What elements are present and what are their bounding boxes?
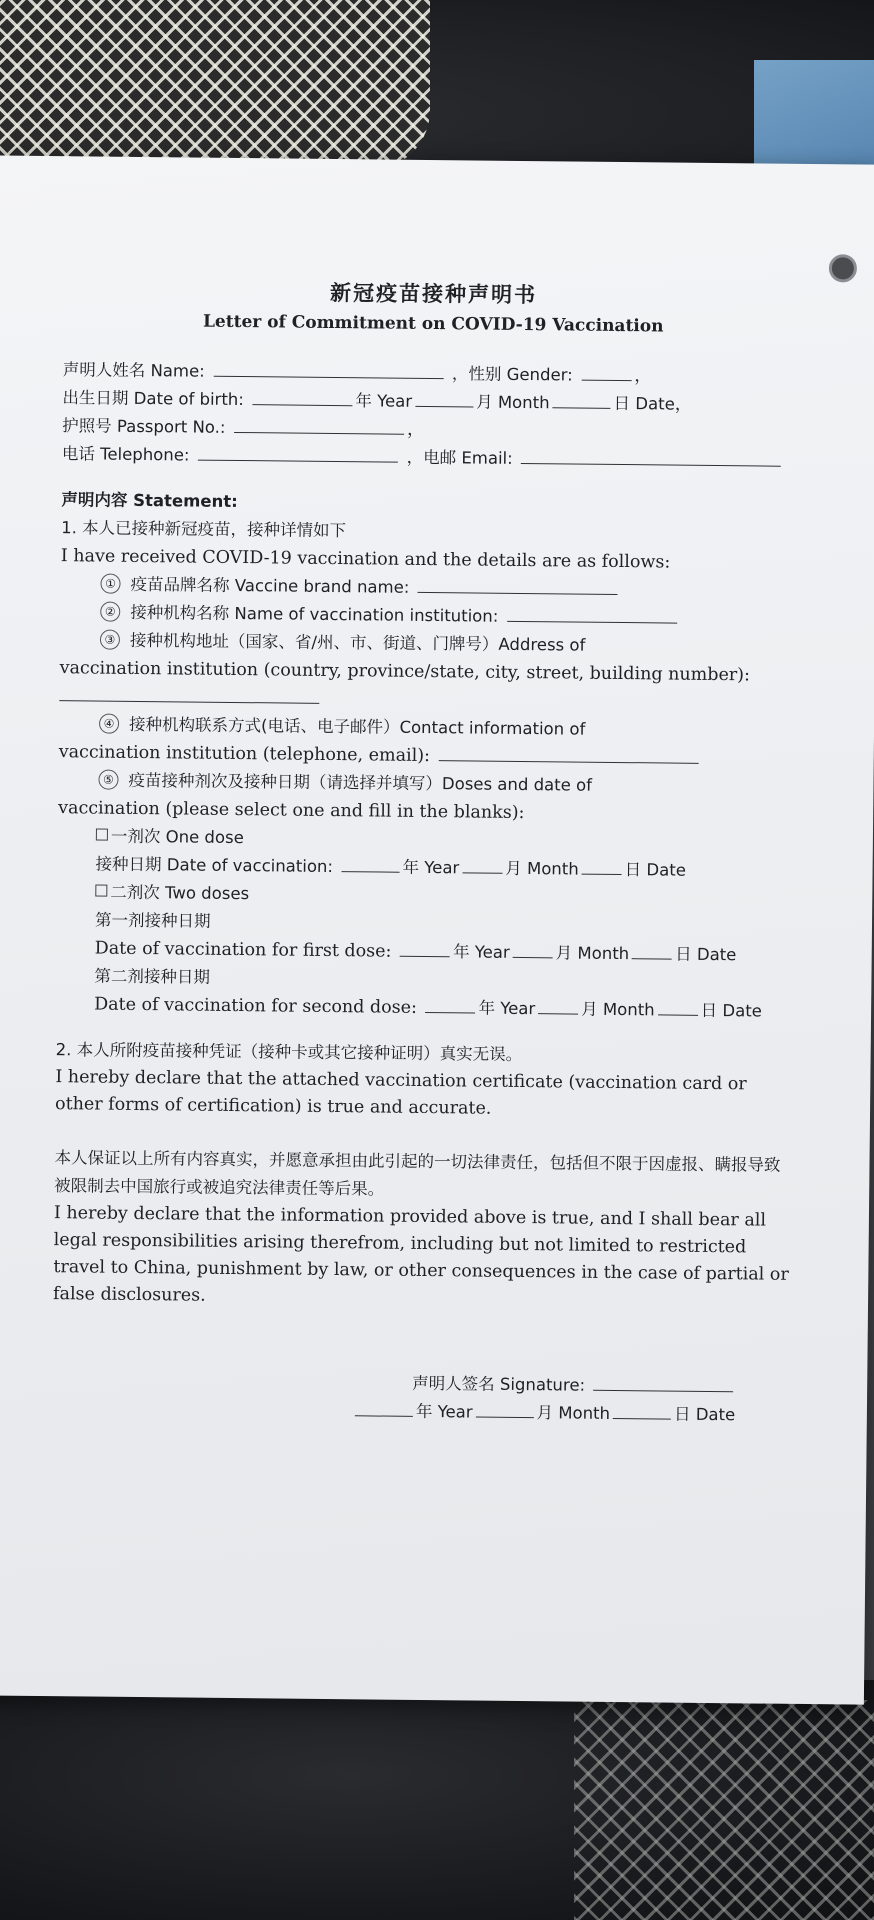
signature-year-blank[interactable] [355, 1397, 413, 1417]
one-dose-year-blank[interactable] [342, 853, 400, 873]
name-blank[interactable] [213, 358, 443, 379]
signature-day-blank[interactable] [613, 1400, 671, 1420]
background-blue-object [754, 60, 874, 180]
email-label: ，电邮 Email: [406, 447, 513, 468]
second-dose-day-blank[interactable] [658, 996, 698, 1015]
binder-hole-icon [829, 254, 857, 282]
number-2-icon: ② [100, 602, 120, 622]
passport-label: 护照号 Passport No.: [62, 416, 226, 437]
guarantee-en: I hereby declare that the information provided above is true, and I shall bear all legal responsibilities arising therefrom, including but not limited to restricted travel to China, punishment by law, or other consequences in the case of partial or false disclosures. [52, 1203, 789, 1306]
first-dose-month-blank[interactable] [513, 939, 553, 958]
item2-cn-text: 2. 本人所附疫苗接种凭证（接种卡或其它接种证明）真实无误。 [55, 1040, 523, 1065]
vaccination-date-label: 接种日期 Date of vaccination: [95, 854, 334, 877]
comma: ， [674, 394, 693, 415]
contact-info-label-cont: vaccination institution (telephone, email): [58, 742, 431, 767]
one-dose-checkbox[interactable] [96, 829, 108, 841]
second-dose-month-blank[interactable] [538, 995, 578, 1014]
number-1-icon: ① [100, 574, 120, 594]
number-5-icon: ⑤ [98, 770, 118, 790]
address-label-cont: vaccination institution (country, province/state, city, street, building number): [59, 658, 751, 686]
document-content [52, 274, 804, 1430]
first-dose-label: Date of vaccination for first dose: [94, 938, 392, 962]
one-dose-label: 一剂次 One dose [110, 826, 244, 848]
brand-label: 疫苗品牌名称 Vaccine brand name: [130, 574, 410, 597]
day-label: 日 Date [673, 1404, 736, 1425]
first-dose-year-blank[interactable] [400, 938, 450, 958]
two-doses-label: 二剂次 Two doses [110, 882, 250, 904]
day-label: 日 Date [624, 860, 687, 880]
gender-blank[interactable] [581, 362, 631, 382]
signature-label: 声明人签名 Signature: [412, 1373, 586, 1395]
telephone-blank[interactable] [198, 442, 398, 463]
email-blank[interactable] [521, 445, 781, 467]
background-mesh-bottom [574, 1700, 874, 1920]
document-paper [0, 155, 874, 1704]
statement-heading-text: 声明内容 Statement: [61, 490, 238, 512]
telephone-label: 电话 Telephone: [61, 444, 190, 465]
item2-en: I hereby declare that the attached vaccination certificate (vaccination card or other forms of certification) is true and accurate. [54, 1067, 747, 1119]
comma: ， [634, 366, 652, 387]
title-chinese: 新冠疫苗接种声明书 [329, 280, 538, 308]
dob-day-blank[interactable] [553, 389, 611, 409]
doses-label: 疫苗接种剂次及接种日期（请选择并填写）Doses and date of [128, 770, 593, 795]
signature-month-blank[interactable] [476, 1399, 534, 1419]
one-dose-day-blank[interactable] [582, 856, 622, 875]
day-label: 日 Date [700, 1000, 762, 1021]
second-dose-cn-text: 第二剂接种日期 [94, 966, 211, 987]
two-doses-checkbox[interactable] [95, 885, 107, 897]
one-dose-month-blank[interactable] [462, 854, 502, 873]
brand-blank[interactable] [418, 574, 618, 595]
background-mesh [0, 0, 430, 170]
number-4-icon: ④ [99, 714, 119, 734]
address-blank[interactable] [59, 682, 319, 704]
name-label: 声明人姓名 Name: [62, 360, 205, 381]
address-label: 接种机构地址（国家、省/州、市、街道、门牌号）Address of [129, 630, 586, 655]
year-label: 年 Year [402, 857, 460, 878]
month-label: 月 Month [505, 858, 579, 879]
contact-info-blank[interactable] [439, 742, 699, 764]
guarantee-cn: 本人保证以上所有内容真实，并愿意承担由此引起的一切法律责任，包括但不限于因虚报、瞒报导致被限制去中国旅行或被追究法律责任等后果。 [54, 1148, 781, 1199]
year-label: 年 Year [355, 391, 413, 411]
doses-label-cont: vaccination (please select one and fill in the blanks): [58, 798, 525, 824]
title-english: Letter of Commitment on COVID-19 Vaccination [202, 311, 664, 337]
item1-en: I have received COVID-19 vaccination and the details are as follows: [60, 546, 671, 573]
gender-label: ，性别 Gender: [451, 364, 573, 385]
first-dose-cn-text: 第一剂接种日期 [94, 910, 211, 931]
institution-name-label: 接种机构名称 Name of vaccination institution: [130, 602, 499, 626]
dob-label: 出生日期 Date of birth: [62, 388, 244, 410]
item1-cn-text: 1. 本人已接种新冠疫苗，接种详情如下 [61, 518, 347, 541]
day-label: 日 Date [613, 393, 675, 414]
month-label: 月 Month [536, 1403, 611, 1423]
comma: ， [406, 419, 425, 440]
second-dose-year-blank[interactable] [425, 994, 475, 1014]
month-label: 月 Month [555, 943, 630, 964]
signature-blank[interactable] [594, 1372, 734, 1392]
year-label: 年 Year [478, 998, 536, 1019]
contact-info-label: 接种机构联系方式(电话、电子邮件）Contact information of [128, 714, 586, 739]
month-label: 月 Month [476, 392, 550, 413]
dob-year-blank[interactable] [252, 386, 352, 406]
day-label: 日 Date [675, 944, 737, 965]
passport-blank[interactable] [234, 414, 404, 435]
year-label: 年 Year [415, 1401, 473, 1422]
month-label: 月 Month [581, 999, 655, 1020]
second-dose-label: Date of vaccination for second dose: [94, 994, 418, 1018]
dob-month-blank[interactable] [415, 388, 473, 408]
number-3-icon: ③ [100, 630, 120, 650]
first-dose-day-blank[interactable] [632, 940, 672, 959]
institution-name-blank[interactable] [507, 603, 677, 624]
year-label: 年 Year [452, 942, 510, 962]
